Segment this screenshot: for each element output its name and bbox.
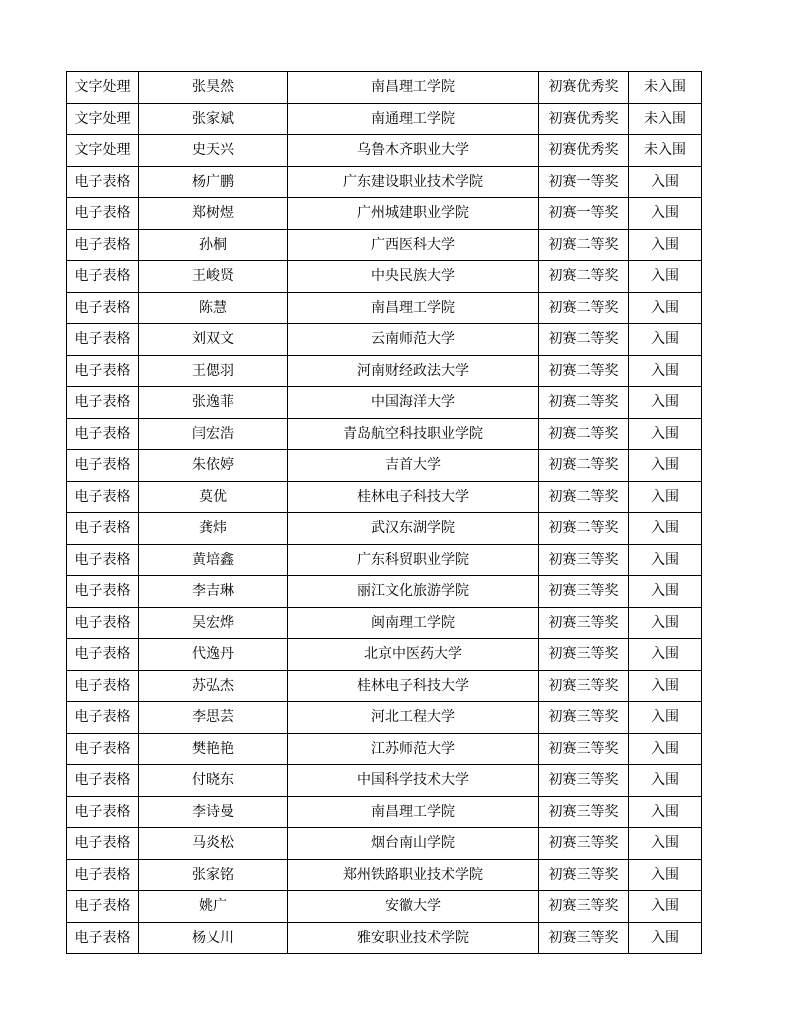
category-cell: 电子表格	[67, 324, 139, 356]
name-cell: 付晓东	[139, 765, 288, 797]
status-cell: 入围	[629, 387, 702, 419]
status-cell: 未入围	[629, 72, 702, 104]
name-cell: 史天兴	[139, 135, 288, 167]
name-cell: 吴宏烨	[139, 607, 288, 639]
school-cell: 南昌理工学院	[288, 72, 539, 104]
school-cell: 广东建设职业技术学院	[288, 166, 539, 198]
category-cell: 文字处理	[67, 72, 139, 104]
table-row	[67, 418, 702, 450]
name-cell: 陈慧	[139, 292, 288, 324]
school-cell: 河南财经政法大学	[288, 355, 539, 387]
category-cell: 电子表格	[67, 481, 139, 513]
table-row	[67, 702, 702, 734]
name-cell: 王峻贤	[139, 261, 288, 293]
table-row	[67, 796, 702, 828]
table-row	[67, 292, 702, 324]
name-cell: 黄培鑫	[139, 544, 288, 576]
school-cell: 河北工程大学	[288, 702, 539, 734]
status-cell: 入围	[629, 859, 702, 891]
award-cell: 初赛二等奖	[539, 355, 629, 387]
name-cell: 苏弘杰	[139, 670, 288, 702]
status-cell: 入围	[629, 544, 702, 576]
category-cell: 文字处理	[67, 135, 139, 167]
status-cell: 入围	[629, 576, 702, 608]
status-cell: 入围	[629, 324, 702, 356]
status-cell: 入围	[629, 198, 702, 230]
status-cell: 入围	[629, 261, 702, 293]
school-cell: 吉首大学	[288, 450, 539, 482]
award-cell: 初赛二等奖	[539, 481, 629, 513]
status-cell: 入围	[629, 796, 702, 828]
name-cell: 张家斌	[139, 103, 288, 135]
table-row	[67, 387, 702, 419]
results-table-body	[67, 72, 702, 954]
award-cell: 初赛三等奖	[539, 639, 629, 671]
school-cell: 北京中医药大学	[288, 639, 539, 671]
table-row	[67, 135, 702, 167]
name-cell: 闫宏浩	[139, 418, 288, 450]
school-cell: 南昌理工学院	[288, 292, 539, 324]
table-row	[67, 765, 702, 797]
category-cell: 电子表格	[67, 733, 139, 765]
school-cell: 青岛航空科技职业学院	[288, 418, 539, 450]
table-row	[67, 229, 702, 261]
status-cell: 入围	[629, 670, 702, 702]
category-cell: 电子表格	[67, 418, 139, 450]
award-cell: 初赛三等奖	[539, 891, 629, 923]
status-cell: 入围	[629, 481, 702, 513]
status-cell: 未入围	[629, 135, 702, 167]
category-cell: 电子表格	[67, 576, 139, 608]
status-cell: 入围	[629, 355, 702, 387]
name-cell: 龚炜	[139, 513, 288, 545]
table-row	[67, 166, 702, 198]
award-cell: 初赛二等奖	[539, 292, 629, 324]
table-row	[67, 670, 702, 702]
name-cell: 樊艳艳	[139, 733, 288, 765]
school-cell: 乌鲁木齐职业大学	[288, 135, 539, 167]
award-cell: 初赛优秀奖	[539, 72, 629, 104]
name-cell: 刘双文	[139, 324, 288, 356]
category-cell: 电子表格	[67, 702, 139, 734]
category-cell: 电子表格	[67, 229, 139, 261]
school-cell: 安徽大学	[288, 891, 539, 923]
award-cell: 初赛一等奖	[539, 166, 629, 198]
status-cell: 入围	[629, 229, 702, 261]
award-cell: 初赛三等奖	[539, 828, 629, 860]
table-row	[67, 576, 702, 608]
status-cell: 入围	[629, 607, 702, 639]
category-cell: 电子表格	[67, 859, 139, 891]
award-cell: 初赛二等奖	[539, 229, 629, 261]
results-table	[66, 71, 702, 954]
name-cell: 孙桐	[139, 229, 288, 261]
status-cell: 入围	[629, 765, 702, 797]
award-cell: 初赛三等奖	[539, 733, 629, 765]
name-cell: 李思芸	[139, 702, 288, 734]
table-row	[67, 639, 702, 671]
name-cell: 郑树煜	[139, 198, 288, 230]
name-cell: 王偲羽	[139, 355, 288, 387]
name-cell: 莫优	[139, 481, 288, 513]
table-row	[67, 103, 702, 135]
name-cell: 代逸丹	[139, 639, 288, 671]
award-cell: 初赛优秀奖	[539, 135, 629, 167]
name-cell: 张逸菲	[139, 387, 288, 419]
status-cell: 入围	[629, 292, 702, 324]
status-cell: 入围	[629, 513, 702, 545]
school-cell: 中国科学技术大学	[288, 765, 539, 797]
name-cell: 马炎松	[139, 828, 288, 860]
table-row	[67, 891, 702, 923]
category-cell: 电子表格	[67, 922, 139, 954]
name-cell: 张家铭	[139, 859, 288, 891]
category-cell: 电子表格	[67, 166, 139, 198]
award-cell: 初赛三等奖	[539, 607, 629, 639]
name-cell: 杨广鹏	[139, 166, 288, 198]
award-cell: 初赛三等奖	[539, 765, 629, 797]
award-cell: 初赛三等奖	[539, 544, 629, 576]
table-row	[67, 922, 702, 954]
status-cell: 入围	[629, 639, 702, 671]
school-cell: 武汉东湖学院	[288, 513, 539, 545]
award-cell: 初赛三等奖	[539, 702, 629, 734]
category-cell: 电子表格	[67, 607, 139, 639]
table-row	[67, 72, 702, 104]
name-cell: 杨乂川	[139, 922, 288, 954]
name-cell: 朱依婷	[139, 450, 288, 482]
category-cell: 电子表格	[67, 513, 139, 545]
category-cell: 电子表格	[67, 355, 139, 387]
table-row	[67, 607, 702, 639]
category-cell: 电子表格	[67, 828, 139, 860]
status-cell: 入围	[629, 702, 702, 734]
table-row	[67, 733, 702, 765]
name-cell: 张昊然	[139, 72, 288, 104]
award-cell: 初赛三等奖	[539, 576, 629, 608]
category-cell: 电子表格	[67, 891, 139, 923]
school-cell: 广州城建职业学院	[288, 198, 539, 230]
award-cell: 初赛三等奖	[539, 796, 629, 828]
table-row	[67, 544, 702, 576]
category-cell: 电子表格	[67, 198, 139, 230]
status-cell: 入围	[629, 418, 702, 450]
award-cell: 初赛二等奖	[539, 261, 629, 293]
school-cell: 桂林电子科技大学	[288, 481, 539, 513]
category-cell: 文字处理	[67, 103, 139, 135]
category-cell: 电子表格	[67, 639, 139, 671]
table-row	[67, 828, 702, 860]
school-cell: 中国海洋大学	[288, 387, 539, 419]
status-cell: 入围	[629, 828, 702, 860]
status-cell: 入围	[629, 891, 702, 923]
award-cell: 初赛优秀奖	[539, 103, 629, 135]
table-row	[67, 198, 702, 230]
school-cell: 南昌理工学院	[288, 796, 539, 828]
award-cell: 初赛一等奖	[539, 198, 629, 230]
award-cell: 初赛二等奖	[539, 450, 629, 482]
award-cell: 初赛二等奖	[539, 324, 629, 356]
award-cell: 初赛二等奖	[539, 387, 629, 419]
award-cell: 初赛三等奖	[539, 859, 629, 891]
table-row	[67, 261, 702, 293]
school-cell: 江苏师范大学	[288, 733, 539, 765]
table-row	[67, 450, 702, 482]
award-cell: 初赛二等奖	[539, 513, 629, 545]
category-cell: 电子表格	[67, 544, 139, 576]
award-cell: 初赛三等奖	[539, 670, 629, 702]
table-row	[67, 355, 702, 387]
name-cell: 李吉琳	[139, 576, 288, 608]
category-cell: 电子表格	[67, 450, 139, 482]
table-row	[67, 859, 702, 891]
category-cell: 电子表格	[67, 261, 139, 293]
school-cell: 广东科贸职业学院	[288, 544, 539, 576]
name-cell: 李诗曼	[139, 796, 288, 828]
award-cell: 初赛三等奖	[539, 922, 629, 954]
name-cell: 姚广	[139, 891, 288, 923]
school-cell: 云南师范大学	[288, 324, 539, 356]
status-cell: 入围	[629, 733, 702, 765]
school-cell: 郑州铁路职业技术学院	[288, 859, 539, 891]
school-cell: 南通理工学院	[288, 103, 539, 135]
category-cell: 电子表格	[67, 796, 139, 828]
school-cell: 丽江文化旅游学院	[288, 576, 539, 608]
table-row	[67, 324, 702, 356]
school-cell: 雅安职业技术学院	[288, 922, 539, 954]
school-cell: 桂林电子科技大学	[288, 670, 539, 702]
table-row	[67, 481, 702, 513]
school-cell: 中央民族大学	[288, 261, 539, 293]
category-cell: 电子表格	[67, 292, 139, 324]
status-cell: 入围	[629, 166, 702, 198]
category-cell: 电子表格	[67, 670, 139, 702]
status-cell: 未入围	[629, 103, 702, 135]
school-cell: 广西医科大学	[288, 229, 539, 261]
award-cell: 初赛二等奖	[539, 418, 629, 450]
status-cell: 入围	[629, 450, 702, 482]
table-row	[67, 513, 702, 545]
school-cell: 闽南理工学院	[288, 607, 539, 639]
school-cell: 烟台南山学院	[288, 828, 539, 860]
category-cell: 电子表格	[67, 387, 139, 419]
status-cell: 入围	[629, 922, 702, 954]
category-cell: 电子表格	[67, 765, 139, 797]
